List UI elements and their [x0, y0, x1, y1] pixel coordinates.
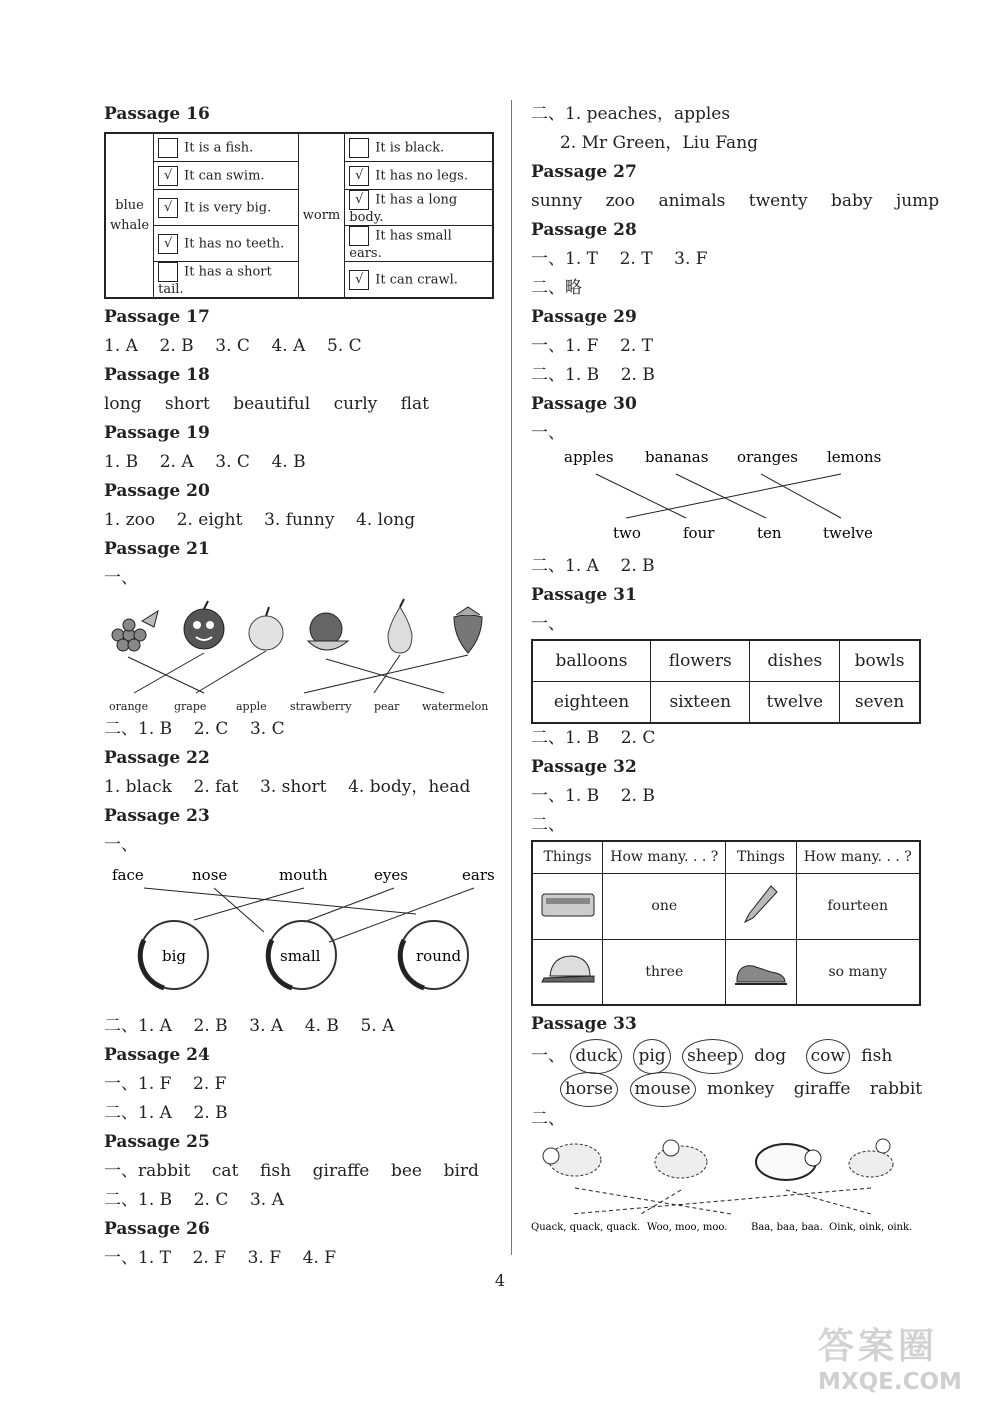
passage-24-line2: 二、1. A 2. B — [104, 1103, 228, 1123]
p16-row: It has a short tail. — [154, 262, 299, 299]
label-strawberry: strawberry — [290, 700, 352, 713]
animal-sound-svg — [531, 1134, 923, 1238]
checkbox: √ — [349, 166, 369, 186]
cell: flowers — [651, 640, 750, 682]
passage-33-row1: 一、 duck pig sheep dog cow fish — [531, 1039, 923, 1072]
header-cell: Things — [532, 841, 603, 873]
top-bananas: bananas — [645, 448, 709, 466]
passage-25-line1: 一、rabbit cat fish giraffe bee bird — [104, 1161, 479, 1181]
passage-28-line2: 二、略 — [531, 278, 582, 298]
cell: twelve — [750, 682, 840, 724]
passage-23-part2: 二、1. A 2. B 3. A 4. B 5. A — [104, 1016, 395, 1036]
p16-row: It is black. — [345, 133, 493, 162]
bottom-four: four — [683, 524, 715, 542]
sound-quack: Quack, quack, quack. — [531, 1222, 641, 1233]
circled-word: mouse — [630, 1072, 696, 1107]
column-divider — [511, 100, 512, 1255]
checkbox: √ — [158, 198, 178, 218]
page-number: 4 — [494, 1271, 506, 1290]
passage-24-line1: 一、1. F 2. F — [104, 1074, 227, 1094]
passage-21-part2: 二、1. B 2. C 3. C — [104, 719, 285, 739]
animal-sound-matching — [531, 1134, 923, 1238]
label-grape: grape — [174, 700, 207, 713]
header-cell: How many. . . ? — [603, 841, 726, 873]
sheep2-picture — [655, 1140, 707, 1178]
top-face: face — [112, 866, 144, 884]
passage-19-heading: Passage 19 — [104, 423, 210, 443]
label-pear: pear — [374, 700, 400, 713]
pencil-picture — [726, 873, 796, 939]
passage-18-words: long short beautiful curly flat — [104, 394, 429, 414]
subject-worm: worm — [298, 133, 345, 298]
circled-word: sheep — [682, 1039, 743, 1074]
checkbox: √ — [349, 270, 369, 290]
watermark-line1: 答案圈 — [818, 1326, 939, 1367]
sound-moo: Woo, moo, moo. — [647, 1222, 728, 1233]
bottom-big: big — [162, 947, 187, 965]
bottom-two: two — [613, 524, 641, 542]
passage-28-line1: 一、1. T 2. T 3. F — [531, 249, 708, 269]
circled-word: cow — [806, 1039, 850, 1074]
p16-row: √ It can swim. — [154, 162, 299, 190]
p16-row: √ It can crawl. — [345, 262, 493, 299]
cell: one — [603, 873, 726, 939]
p16-row: It has small ears. — [345, 226, 493, 262]
passage-26-line2: 二、1. peaches，apples — [531, 104, 731, 124]
passage-17-heading: Passage 17 — [104, 307, 210, 327]
cell: fourteen — [796, 873, 920, 939]
passage-32-table — [531, 840, 921, 1006]
passage-16-table — [104, 132, 494, 299]
passage-29-line2: 二、1. B 2. B — [531, 365, 655, 385]
passage-27-heading: Passage 27 — [531, 162, 637, 182]
label-orange: orange — [109, 700, 149, 713]
circled-word: pig — [633, 1039, 670, 1074]
passage-27-words: sunny zoo animals twenty baby jump — [531, 191, 940, 211]
checkbox — [158, 138, 178, 158]
orange-picture — [249, 607, 283, 650]
pencil-box-picture — [532, 873, 603, 939]
cell: dishes — [750, 640, 840, 682]
pear-picture — [388, 599, 412, 653]
cell: bowls — [840, 640, 920, 682]
label-watermelon: watermelon — [422, 700, 489, 713]
checkbox — [349, 226, 369, 246]
circled-word: duck — [570, 1039, 622, 1074]
passage-29-line1: 一、1. F 2. T — [531, 336, 653, 356]
passage-21-part1: 一、 — [104, 568, 138, 588]
watermark-logo — [818, 1318, 993, 1398]
cell: three — [603, 939, 726, 1005]
passage-26-line3: 2. Mr Green，Liu Fang — [560, 133, 759, 153]
passage-25-line2: 二、1. B 2. C 3. A — [104, 1190, 284, 1210]
strawberry-picture — [454, 607, 482, 653]
passage-33-part2: 二、 — [531, 1109, 565, 1129]
sound-baa: Baa, baa, baa. — [751, 1222, 823, 1233]
bottom-twelve: twelve — [823, 524, 873, 542]
fruit-number-svg — [531, 448, 923, 552]
fruit-number-matching — [531, 448, 923, 552]
passage-23-part1: 一、 — [104, 835, 138, 855]
shoes-picture — [726, 939, 796, 1005]
bottom-round: round — [416, 947, 462, 965]
watermelon-picture — [308, 613, 348, 650]
passage-30-part1: 一、 — [531, 423, 565, 443]
passage-21-heading: Passage 21 — [104, 539, 210, 559]
p16-row: √ It is very big. — [154, 190, 299, 226]
passage-30-part2: 二、1. A 2. B — [531, 556, 655, 576]
p16-row: √ It has no legs. — [345, 162, 493, 190]
passage-20-answers: 1. zoo 2. eight 3. funny 4. long — [104, 510, 416, 530]
top-mouth: mouth — [279, 866, 328, 884]
bottom-small: small — [280, 947, 321, 965]
passage-32-part2: 二、 — [531, 815, 565, 835]
passage-24-heading: Passage 24 — [104, 1045, 210, 1065]
passage-16-heading: Passage 16 — [104, 104, 210, 124]
header-cell: Things — [726, 841, 796, 873]
passage-31-heading: Passage 31 — [531, 585, 637, 605]
top-ears: ears — [462, 866, 495, 884]
bottom-ten: ten — [757, 524, 782, 542]
p16-row: √ It has a long body. — [345, 190, 493, 226]
duck-picture — [849, 1139, 893, 1177]
passage-31-table — [531, 639, 921, 724]
sound-oink: Oink, oink, oink. — [829, 1222, 913, 1233]
cell: sixteen — [651, 682, 750, 724]
grape-picture — [112, 611, 158, 651]
header-cell: How many. . . ? — [796, 841, 920, 873]
passage-33-row2: horse mouse monkey giraffe rabbit — [531, 1072, 923, 1105]
p16-row: It is a fish. — [154, 133, 299, 162]
passage-26-heading: Passage 26 — [104, 1219, 210, 1239]
top-nose: nose — [192, 866, 228, 884]
passage-22-heading: Passage 22 — [104, 748, 210, 768]
top-apples: apples — [564, 448, 614, 466]
subject-blue-whale: blue whale — [105, 133, 154, 298]
passage-20-heading: Passage 20 — [104, 481, 210, 501]
passage-25-heading: Passage 25 — [104, 1132, 210, 1152]
cap-picture — [532, 939, 603, 1005]
left-column — [104, 100, 496, 1273]
pig-picture — [756, 1144, 821, 1180]
passage-29-heading: Passage 29 — [531, 307, 637, 327]
passage-32-line1: 一、1. B 2. B — [531, 786, 655, 806]
checkbox: √ — [158, 166, 178, 186]
cell: balloons — [532, 640, 651, 682]
cell: eighteen — [532, 682, 651, 724]
label-apple: apple — [236, 700, 267, 713]
apple-picture — [184, 601, 224, 649]
circled-word: horse — [560, 1072, 618, 1107]
p16-row: √ It has no teeth. — [154, 226, 299, 262]
top-lemons: lemons — [827, 448, 882, 466]
passage-26-line1: 一、1. T 2. F 3. F 4. F — [104, 1248, 337, 1268]
passage-18-heading: Passage 18 — [104, 365, 210, 385]
checkbox — [349, 138, 369, 158]
cell: so many — [796, 939, 920, 1005]
top-oranges: oranges — [737, 448, 798, 466]
cell: seven — [840, 682, 920, 724]
fruit-matching-figure — [104, 593, 496, 715]
passage-22-answers: 1. black 2. fat 3. short 4. body，head — [104, 777, 471, 797]
passage-32-heading: Passage 32 — [531, 757, 637, 777]
passage-19-answers: 1. B 2. A 3. C 4. B — [104, 452, 306, 472]
checkbox: √ — [349, 190, 369, 210]
passage-30-heading: Passage 30 — [531, 394, 637, 414]
face-matching-svg — [104, 860, 496, 1012]
passage-31-part1: 一、 — [531, 614, 565, 634]
sheep-picture — [543, 1144, 601, 1176]
watermark-line2: MXQE.COM — [818, 1369, 962, 1395]
fruit-matching-svg — [104, 593, 496, 715]
passage-31-part2: 二、1. B 2. C — [531, 728, 656, 748]
checkbox: √ — [158, 234, 178, 254]
checkbox — [158, 262, 178, 282]
passage-28-heading: Passage 28 — [531, 220, 637, 240]
right-column — [531, 100, 940, 1238]
passage-33-heading: Passage 33 — [531, 1014, 637, 1034]
passage-17-answers: 1. A 2. B 3. C 4. A 5. C — [104, 336, 362, 356]
face-matching-figure — [104, 860, 496, 1012]
passage-23-heading: Passage 23 — [104, 806, 210, 826]
top-eyes: eyes — [374, 866, 408, 884]
